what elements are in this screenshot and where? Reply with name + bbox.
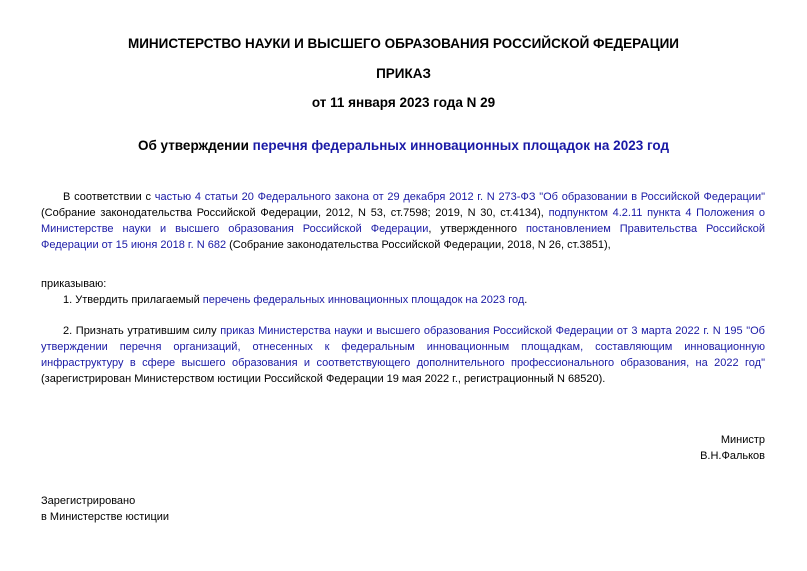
signature-name: В.Н.Фальков <box>700 450 765 462</box>
item-1-text-1: 1. Утвердить прилагаемый <box>63 294 203 306</box>
item-1-paragraph <box>63 292 765 308</box>
title-link[interactable]: перечня федеральных инновационных площадок на 2023 год <box>252 138 670 153</box>
preamble-text-3: , утвержденного <box>428 223 526 235</box>
registration-line-2: в Министерстве юстиции <box>41 511 170 523</box>
law-273-link[interactable]: частью 4 статьи 20 Федерального закона от 29 декабря 2012 г. N 273-ФЗ "Об образовании в Российской Федерации" <box>154 191 765 203</box>
item-2-text-2: (зарегистрирован Министерством юстиции Российской Федерации 19 мая 2022 г., регистрационный N 68520). <box>41 373 606 385</box>
document-title <box>0 138 807 153</box>
doc-type-heading: ПРИКАЗ <box>376 66 431 81</box>
innovation-list-link[interactable]: перечень федеральных инновационных площадок на 2023 год <box>202 294 525 306</box>
item-2-text-1: 2. Признать утратившим силу <box>63 325 221 337</box>
order-195-link[interactable]: приказ Министерства науки и высшего образования Российской Федерации от 3 марта 2022 г. N 195 "Об утверждении перечня организаций, отнесенных к федеральным инновационным площадкам, составляющим инновационную инфраструктуру в сфере высшего образования и соответствующего дополнительного профессионального образования, на 2022 год" <box>41 325 765 369</box>
preamble-text-4: (Собрание законодательства Российской Федерации, 2018, N 26, ст.3851), <box>226 239 611 251</box>
government-decree-link[interactable]: постановлением Правительства Российской Федерации от 15 июня 2018 г. N 682 <box>41 223 766 251</box>
ministry-heading: МИНИСТЕРСТВО НАУКИ И ВЫСШЕГО ОБРАЗОВАНИЯ РОССИЙСКОЙ ФЕДЕРАЦИИ <box>127 36 680 51</box>
item-2-paragraph <box>41 323 765 387</box>
preamble-text-1: В соответствии с <box>63 191 155 203</box>
signature-position: Министр <box>720 434 765 446</box>
preamble-paragraph <box>41 189 765 253</box>
title-prefix: Об утверждении <box>137 138 253 153</box>
regulation-clause-link[interactable]: подпунктом 4.2.11 пункта 4 Положения о Министерстве науки и высшего образования Российской Федерации <box>41 207 765 235</box>
date-number-heading: от 11 января 2023 года N 29 <box>311 95 496 110</box>
item-1-text-2: . <box>524 294 528 306</box>
orders-word: приказываю: <box>41 278 107 290</box>
preamble-text-2: (Собрание законодательства Российской Федерации, 2012, N 53, ст.7598; 2019, N 30, ст.4134), <box>41 207 549 219</box>
registration-line-1: Зарегистрировано <box>41 495 136 507</box>
